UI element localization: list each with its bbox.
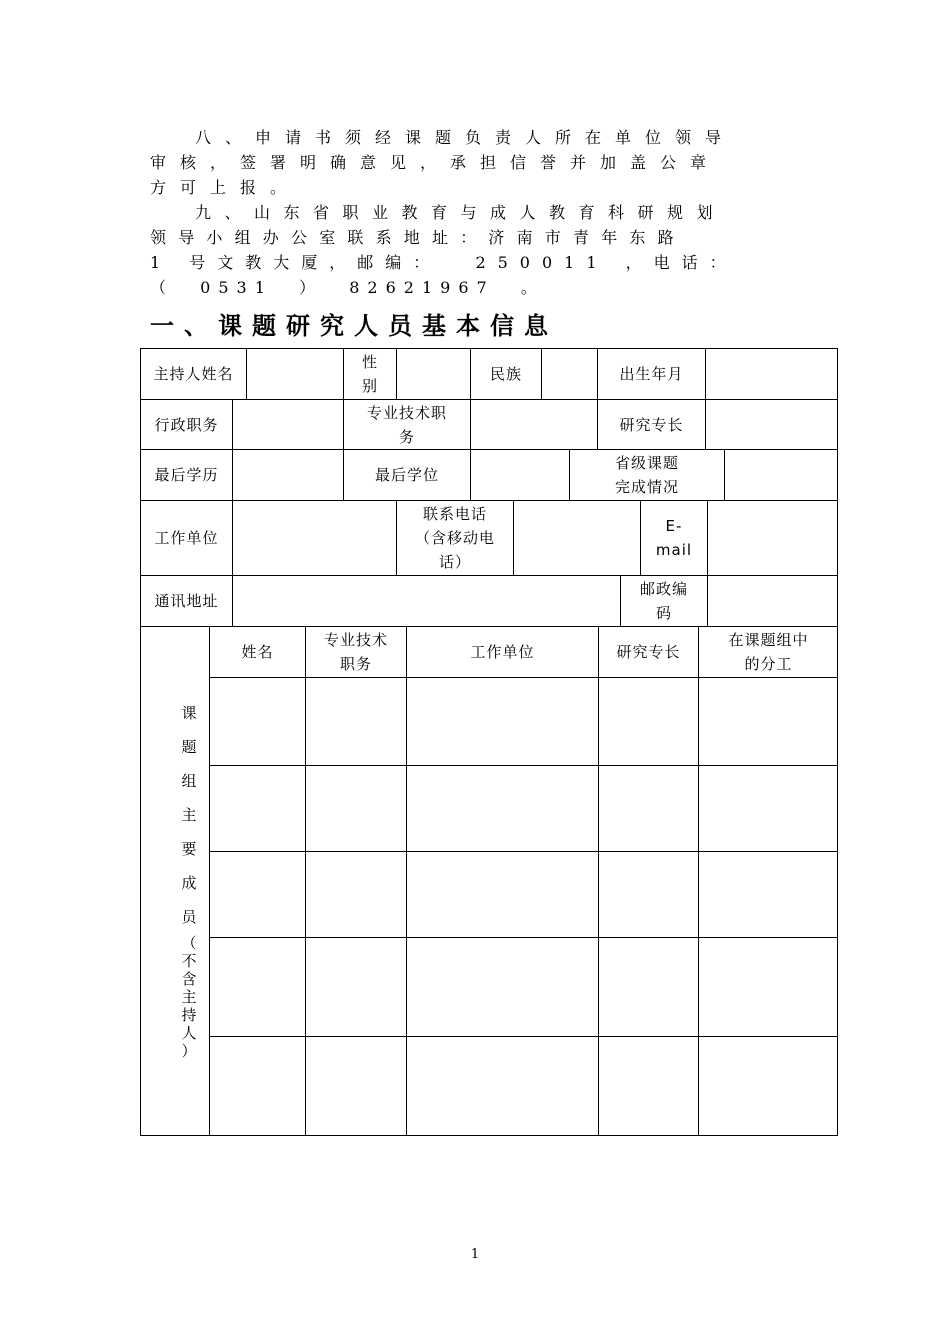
note-9-line-1: 九、山东省职业教育与成人教育科研规划 [195,203,727,222]
note-8-line-1: 八、申请书须经课题负责人所在单位领导 [195,128,736,147]
section-title: 一、课题研究人员基本信息 [150,312,558,340]
note-9-line-4: （ 0531 ） 82621967 。 [150,278,545,297]
table-rule [232,500,233,575]
table-rule [470,449,471,500]
host-name-label: 主持人姓名 [153,365,234,383]
note-9-line-3: 1 号文教大厦，邮编： 250011 ，电话： [150,253,738,272]
provincial-project-label: 省级课题 完成情况 [614,454,679,496]
table-rule [705,348,706,399]
table-rule [232,399,233,449]
table-rule [232,449,233,500]
table-rule [140,399,838,400]
tech-title-label: 专业技术职 务 [366,403,447,446]
note-9-line-2: 领导小组办公室联系地址：济南市青年东路 [150,228,686,247]
table-rule [707,500,708,575]
table-rule [209,1036,838,1037]
info-table [140,348,838,1136]
member-col-specialty: 研究专长 [616,643,681,661]
member-col-name: 姓名 [241,643,274,661]
note-8-line-2: 审核，签署明确意见，承担信誉并加盖公章 [150,153,721,172]
table-rule [140,575,838,576]
table-rule [396,348,397,399]
table-rule [232,575,233,626]
table-rule [406,626,407,1136]
email-label: E- mail [655,517,693,559]
table-rule [698,626,699,1136]
table-rule [209,937,838,938]
table-rule [209,851,838,852]
birth-label: 出生年月 [619,365,684,383]
table-rule [246,348,247,399]
admin-title-label: 行政职务 [154,415,219,434]
phone-label: 联系电话 （含移动电 话） [414,505,495,571]
table-rule [541,348,542,399]
gender-label: 性 别 [361,353,378,395]
member-col-tech-title: 专业技术 职务 [323,631,388,673]
table-rule [707,575,708,626]
table-rule [305,626,306,1136]
table-rule [209,626,210,1136]
workplace-label: 工作单位 [154,529,219,547]
member-col-role: 在课题组中 的分工 [728,631,809,673]
table-rule [209,677,838,678]
table-rule [705,399,706,449]
specialty-label: 研究专长 [619,415,684,434]
address-label: 通讯地址 [154,592,219,610]
ethnicity-label: 民族 [489,365,522,383]
table-rule [513,500,514,575]
page-number: 1 [470,1247,480,1262]
table-rule [598,626,599,1136]
education-label: 最后学历 [154,466,219,484]
table-rule [209,765,838,766]
table-rule [724,449,725,500]
members-side-label: 课 题 组 主 要 成 员 （ 不 含 主 持 人 ） [181,704,197,1060]
member-col-workplace: 工作单位 [470,643,535,661]
degree-label: 最后学位 [374,466,439,484]
table-rule [470,399,471,449]
note-8-line-3: 方可上报。 [150,178,301,197]
table-rule [140,449,838,450]
postcode-label: 邮政编 码 [639,580,688,622]
